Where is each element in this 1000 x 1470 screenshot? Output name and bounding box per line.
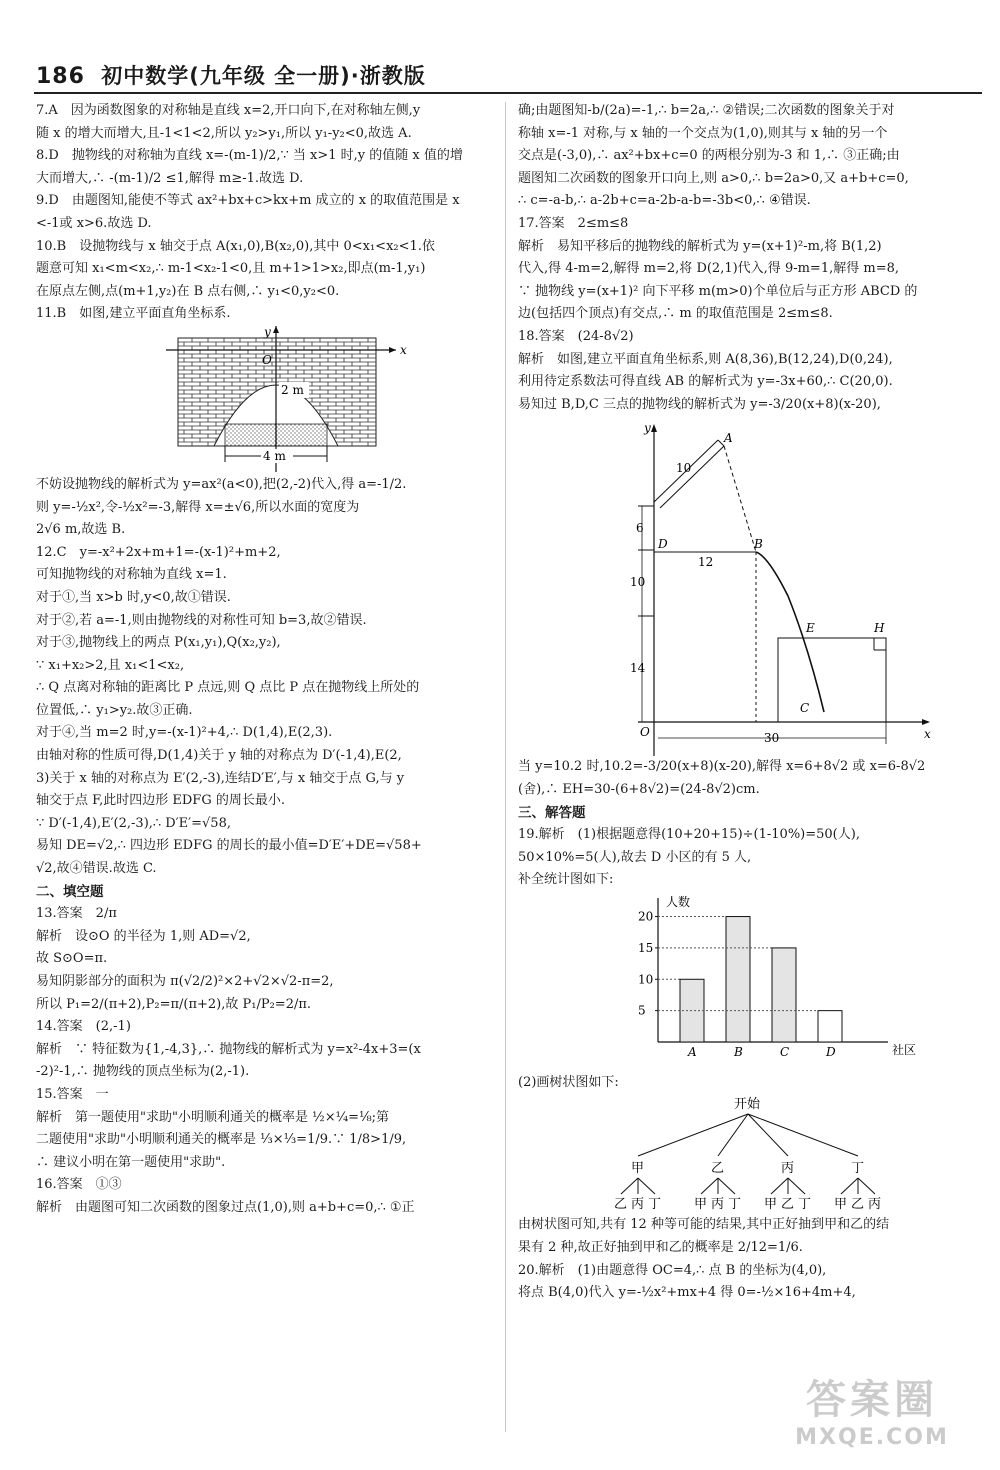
tree-level2-node: 乙	[781, 1197, 795, 1213]
slide-label-10b: 10	[630, 575, 646, 590]
text-line: 在原点左侧,点(m+1,y₂)在 B 点右侧,∴ y₁<0,y₂<0.	[36, 283, 340, 299]
bridge-origin-label: O	[262, 352, 272, 367]
text-line: 确;由题图知-b/(2a)=-1,∴ b=2a,∴ ②错误;二次函数的图象关于对	[518, 103, 895, 118]
tree-edge	[701, 1178, 718, 1194]
text-line: 边(包括四个顶点)有交点,∴ m 的取值范围是 2≤m≤8.	[518, 306, 833, 322]
text-line: 解析 易知平移后的抛物线的解析式为 y=(x+1)²-m,将 B(1,2)	[518, 238, 882, 254]
text-line: 8.D 抛物线的对称轴为直线 x=-(m-1)/2,∵ 当 x>1 时,y 的值随 x 值的增	[36, 148, 463, 164]
tree-level2-node: 丙	[868, 1197, 882, 1213]
text-line: ∴ 建议小明在第一题使用"求助".	[36, 1154, 226, 1170]
tree-edge	[771, 1178, 788, 1194]
text-line: 题意可知 x₁<m<x₂,∴ m-1<x₂-1<0,且 m+1>1>x₂,即点(m-1,y₁)	[36, 261, 426, 277]
tree-level1-node: 丙	[781, 1161, 795, 1177]
chart-bar	[772, 948, 796, 1042]
tree-level2-node: 丙	[711, 1197, 725, 1213]
chart-tick-label: 15	[638, 940, 654, 955]
text-line: 50×10%=5(人),故去 D 小区的有 5 人,	[518, 849, 752, 865]
text-line: 19.解析 (1)根据题意得(10+20+15)÷(1-10%)=50(人),	[518, 827, 860, 843]
text-line: 可知抛物线的对称轴为直线 x=1.	[36, 567, 227, 583]
tree-level2-node: 丁	[648, 1197, 662, 1213]
text-line: 将点 B(4,0)代入 y=-½x²+mx+4 得 0=-½×16+4m+4,	[518, 1285, 856, 1301]
text-line: 交点是(-3,0),∴ ax²+bx+c=0 的两根分别为-3 和 1,∴ ③正确;由	[518, 148, 900, 164]
watermark-text: 答案圈	[806, 1377, 938, 1423]
chart-category-label: B	[734, 1044, 743, 1059]
tree-edge	[638, 1178, 655, 1194]
text-line: ∵ x₁+x₂>2,且 x₁<1<x₂,	[36, 657, 185, 673]
tree-level2-node: 乙	[614, 1197, 628, 1213]
chart-tick-label: 20	[638, 909, 654, 924]
tree-level2-node: 丙	[631, 1197, 645, 1213]
chart-category-label: D	[826, 1044, 836, 1059]
slide-box	[778, 638, 886, 722]
page-header	[36, 60, 426, 90]
text-line: 故 S⊙O=π.	[36, 951, 108, 967]
text-line: 果有 2 种,故正好抽到甲和乙的概率是 2/12=1/6.	[518, 1240, 803, 1256]
slide-label-a: A	[724, 431, 733, 446]
tree-level2-node: 乙	[851, 1197, 865, 1213]
slide-label-x: x	[924, 727, 931, 742]
bridge-y-label: y	[264, 325, 271, 339]
slide-label-30: 30	[764, 731, 780, 746]
slide-label-6: 6	[636, 521, 644, 536]
tree-level2-node: 甲	[764, 1197, 778, 1213]
text-line: 补全统计图如下:	[518, 872, 614, 888]
right-text-block-3	[518, 1214, 978, 1304]
text-line: 对于①,当 x>b 时,y<0,故①错误.	[36, 589, 231, 605]
text-line: 17.答案 2≤m≤8	[518, 215, 629, 231]
left-column	[36, 100, 496, 1220]
text-line: 7.A 因为函数图象的对称轴是直线 x=2,开口向下,在对称轴左侧,y	[36, 103, 421, 118]
text-line: -2)²-1,∴ 抛物线的顶点坐标为(2,-1).	[36, 1064, 250, 1080]
text-line: 13.答案 2/π	[36, 906, 117, 922]
slide-label-b: B	[754, 537, 763, 552]
chart-y-label: 人数	[666, 894, 691, 909]
left-text-block-2	[36, 474, 496, 1220]
page-number: 186	[36, 64, 85, 89]
right-text-block-2	[518, 756, 978, 892]
text-line: 解析 设⊙O 的半径为 1,则 AD=√2,	[36, 928, 251, 944]
tree-edge	[621, 1178, 638, 1194]
left-text-block-1	[36, 100, 496, 326]
text-line: 由轴对称的性质可得,D(1,4)关于 y 轴的对称点为 D′(-1,4),E(2,	[36, 748, 402, 764]
chart-category-label: C	[780, 1044, 790, 1059]
slide-figure	[518, 416, 978, 756]
right-text-block-1	[518, 100, 978, 416]
tree-edge	[748, 1114, 858, 1156]
text-line: (舍),∴ EH=30-(6+8√2)=(24-8√2)cm.	[518, 781, 760, 797]
column-divider	[505, 102, 506, 1432]
tree-diagram	[518, 1094, 978, 1214]
tree-root: 开始	[734, 1097, 761, 1113]
slide-label-d: D	[658, 537, 668, 552]
text-line: 代入,得 4-m=2,解得 m=2,将 D(2,1)代入,得 9-m=1,解得 m=8,	[518, 261, 899, 277]
tree-level2-node: 甲	[834, 1197, 848, 1213]
text-line: 利用待定系数法可得直线 AB 的解析式为 y=-3x+60,∴ C(20,0).	[518, 374, 893, 390]
text-line: 18.答案 (24-8√2)	[518, 328, 634, 344]
text-line: 二、填空题	[36, 883, 104, 900]
right-column	[518, 100, 978, 1305]
text-line: 则 y=-½x²,令-½x²=-3,解得 x=±√6,所以水面的宽度为	[36, 499, 360, 515]
bar-chart	[518, 892, 978, 1072]
text-line: 解析 如图,建立平面直角坐标系,则 A(8,36),B(12,24),D(0,24),	[518, 351, 893, 367]
bridge-width-label: 4 m	[263, 448, 286, 463]
watermark-url: MXQE.COM	[795, 1425, 949, 1450]
tree-edge	[718, 1114, 748, 1156]
chart-tick-label: 10	[638, 972, 654, 987]
text-line: 10.B 设抛物线与 x 轴交于点 A(x₁,0),B(x₂,0),其中 0<x₁<x₂<1.依	[36, 238, 435, 254]
text-line: 当 y=10.2 时,10.2=-3/20(x+8)(x-20),解得 x=6+8√2 或 x=6-8√2	[518, 759, 926, 775]
slide-label-o: O	[640, 725, 650, 740]
tree-edge	[718, 1178, 735, 1194]
header-rule	[34, 92, 982, 94]
text-line: 易知 DE=√2,∴ 四边形 EDFG 的周长的最小值=D′E′+DE=√58+	[36, 838, 422, 854]
text-line: 题图知二次函数的图象开口向上,则 a>0,∴ b=2a>0,又 a+b+c=0,	[518, 170, 909, 186]
text-line: 15.答案 一	[36, 1086, 109, 1102]
chart-category-label: A	[688, 1044, 697, 1059]
text-line: 称轴 x=-1 对称,与 x 轴的一个交点为(1,0),则其与 x 轴的另一个	[518, 125, 888, 141]
text-line: 12.C y=-x²+2x+m+1=-(x-1)²+m+2,	[36, 544, 281, 560]
chart-tick-label: 5	[638, 1003, 646, 1018]
tree-edge	[638, 1114, 748, 1156]
tree-edge	[788, 1178, 805, 1194]
text-line: 对于②,若 a=-1,则由抛物线的对称性可知 b=3,故②错误.	[36, 612, 367, 628]
text-line: 16.答案 ①③	[36, 1177, 122, 1193]
slide-label-e: E	[806, 621, 815, 636]
text-line: 不妨设抛物线的解析式为 y=ax²(a<0),把(2,-2)代入,得 a=-1/2.	[36, 476, 407, 492]
tree-level1-node: 丁	[851, 1161, 865, 1177]
watermark	[762, 1368, 982, 1458]
text-line: 20.解析 (1)由题意得 OC=4,∴ 点 B 的坐标为(4,0),	[518, 1262, 827, 1278]
slide-label-12: 12	[698, 555, 714, 570]
text-line: 解析 由题图可知二次函数的图象过点(1,0),则 a+b+c=0,∴ ①正	[36, 1199, 415, 1215]
slide-label-14: 14	[630, 661, 646, 676]
text-line: 三、解答题	[518, 804, 586, 821]
text-line: 对于③,抛物线上的两点 P(x₁,y₁),Q(x₂,y₂),	[36, 635, 281, 651]
text-line: ∵ 抛物线 y=(x+1)² 向下平移 m(m>0)个单位后与正方形 ABCD 的	[518, 283, 918, 299]
text-line: 易知阴影部分的面积为 π(√2/2)²×2+√2×√2-π=2,	[36, 974, 334, 989]
tree-edge	[841, 1178, 858, 1194]
text-line: 9.D 由题图知,能使不等式 ax²+bx+c>kx+m 成立的 x 的取值范围是 x	[36, 193, 460, 209]
slide-label-c: C	[800, 701, 810, 716]
tree-edge	[748, 1114, 788, 1156]
text-line: 二题使用"求助"小明顺利通关的概率是 ⅓×⅓=1/9.∵ 1/8>1/9,	[36, 1132, 407, 1148]
bridge-figure	[36, 326, 496, 474]
text-line: 轴交于点 F,此时四边形 EDFG 的周长最小.	[36, 793, 285, 809]
tree-lead: (2)画树状图如下:	[518, 1074, 619, 1090]
text-line: 11.B 如图,建立平面直角坐标系.	[36, 306, 231, 322]
text-line: 解析 ∵ 特征数为{1,-4,3},∴ 抛物线的解析式为 y=x²-4x+3=(x	[36, 1041, 421, 1057]
text-line: 对于④,当 m=2 时,y=-(x-1)²+4,∴ D(1,4),E(2,3).	[36, 725, 333, 741]
text-line: 所以 P₁=2/(π+2),P₂=π/(π+2),故 P₁/P₂=2/π.	[36, 996, 312, 1012]
text-line: 易知过 B,D,C 三点的抛物线的解析式为 y=-3/20(x+8)(x-20),	[518, 396, 881, 412]
text-line: 位置低,∴ y₁>y₂.故③正确.	[36, 702, 193, 718]
text-line: 由树状图可知,共有 12 种等可能的结果,其中正好抽到甲和乙的结	[518, 1217, 890, 1233]
text-line: 随 x 的增大而增大,且-1<1<2,所以 y₂>y₁,所以 y₁-y₂<0,故选 A.	[36, 125, 412, 141]
tree-edge	[858, 1178, 875, 1194]
tree-level2-node: 丁	[728, 1197, 742, 1213]
chart-bar	[726, 916, 750, 1041]
tree-level2-node: 丁	[798, 1197, 812, 1213]
tree-level1-node: 甲	[631, 1161, 645, 1177]
tree-level2-node: 甲	[694, 1197, 708, 1213]
bridge-height-label: 2 m	[281, 382, 304, 397]
chart-x-label: 社区	[892, 1042, 917, 1057]
text-line: 2√6 m,故选 B.	[36, 522, 126, 538]
text-line: √2,故④错误.故选 C.	[36, 861, 157, 877]
text-line: ∴ c=-a-b,∴ a-2b+c=a-2b-a-b=-3b<0,∴ ④错误.	[518, 193, 811, 209]
text-line: 3)关于 x 轴的对称点为 E′(2,-3),连结D′E′,与 x 轴交于点 G,与 y	[36, 770, 405, 786]
text-line: 大而增大,∴ -(m-1)/2 ≤1,解得 m≥-1.故选 D.	[36, 170, 304, 186]
text-line: <-1或 x>6.故选 D.	[36, 215, 152, 231]
tree-level1-node: 乙	[711, 1161, 725, 1177]
text-line: ∵ D′(-1,4),E′(2,-3),∴ D′E′=√58,	[36, 815, 231, 831]
text-line: 解析 第一题使用"求助"小明顺利通关的概率是 ½×¼=⅛;第	[36, 1109, 390, 1125]
chart-bar	[818, 1011, 842, 1042]
text-line: 14.答案 (2,-1)	[36, 1019, 131, 1035]
book-title: 初中数学(九年级 全一册)·浙教版	[101, 64, 426, 88]
slide-label-h: H	[874, 621, 885, 636]
slide-label-10a: 10	[676, 461, 692, 476]
bridge-x-label: x	[400, 342, 407, 357]
slide-label-y: y	[644, 421, 651, 436]
text-line: ∴ Q 点离对称轴的距离比 P 点远,则 Q 点比 P 点在抛物线上所处的	[36, 680, 420, 696]
